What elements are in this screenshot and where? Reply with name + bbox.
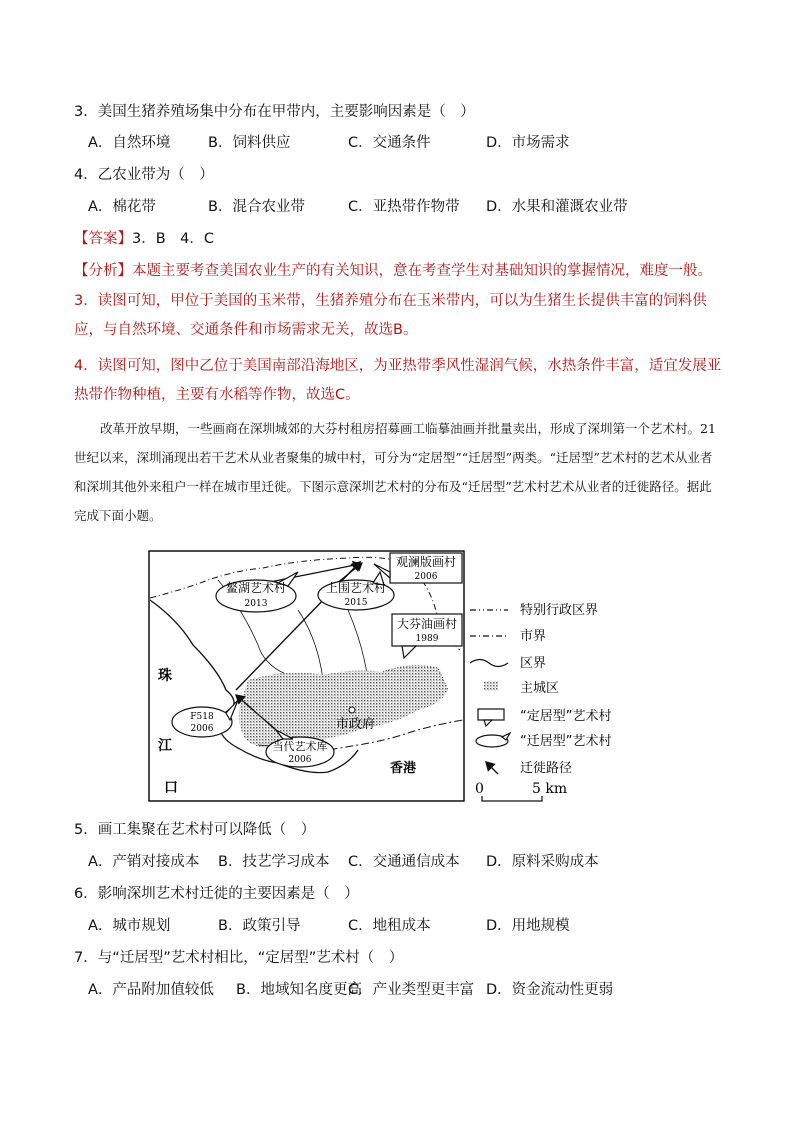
svg-text:区界: 区界 — [520, 656, 547, 671]
q4-option-d[interactable]: D．水果和灌溉农业带 — [486, 199, 628, 215]
village-dafen — [392, 614, 462, 658]
question-3-stem: 3．美国生猪养殖场集中分布在甲带内，主要影响因素是（ ） — [74, 104, 475, 120]
svg-text:主城区: 主城区 — [520, 681, 560, 696]
svg-text:2006: 2006 — [414, 572, 438, 582]
answer-tag: 【答案】 — [74, 231, 132, 247]
q3-option-a[interactable]: A．自然环境 — [88, 135, 171, 151]
scale-bar — [475, 781, 567, 801]
q5-option-d[interactable]: D．原料采购成本 — [486, 854, 599, 870]
q3-option-b[interactable]: B．饲料供应 — [208, 135, 291, 151]
q6-option-c[interactable]: C．地租成本 — [348, 918, 431, 934]
q7-option-d[interactable]: D．资金流动性更弱 — [486, 982, 614, 998]
svg-text:上围艺术村: 上围艺术村 — [325, 581, 387, 595]
svg-text:2013: 2013 — [244, 599, 268, 609]
svg-text:大芬油画村: 大芬油画村 — [396, 617, 458, 631]
q5-option-c[interactable]: C．交通通信成本 — [348, 854, 460, 870]
q4-option-a[interactable]: A．棉花带 — [88, 199, 156, 215]
q6-option-a[interactable]: A．城市规划 — [88, 918, 171, 934]
shenzhen-art-village-map — [148, 550, 612, 806]
question-5-stem: 5．画工集聚在艺术村可以降低（ ） — [74, 822, 316, 838]
question-6-stem: 6．影响深圳艺术村迁徙的主要因素是（ ） — [74, 886, 359, 902]
q4-option-c[interactable]: C．亚热带作物带 — [348, 199, 460, 215]
q5-option-b[interactable]: B．技艺学习成本 — [218, 854, 330, 870]
q6-option-d[interactable]: D．用地规模 — [486, 918, 570, 934]
district-boundary-2 — [298, 610, 323, 680]
svg-text:迁徙路径: 迁徙路径 — [520, 761, 573, 776]
svg-text:2006: 2006 — [288, 755, 312, 765]
svg-text:鳌湖艺术村: 鳌湖艺术村 — [225, 581, 287, 595]
label-gov: 市政府 — [336, 717, 376, 732]
district-boundary-3 — [348, 610, 368, 680]
village-shangwei — [318, 572, 394, 610]
label-jiang: 江 — [158, 738, 172, 754]
analysis-tag: 【分析】 — [74, 263, 132, 279]
svg-text:“定居型”艺术村: “定居型”艺术村 — [520, 709, 612, 724]
q3-option-c[interactable]: C．交通条件 — [348, 135, 431, 151]
label-kou: 口 — [164, 780, 178, 796]
svg-text:1989: 1989 — [415, 634, 439, 644]
gov-marker — [349, 707, 355, 713]
label-hk: 香港 — [390, 761, 417, 776]
q7-option-c[interactable]: C．产业类型更丰富 — [348, 982, 475, 998]
svg-text:市界: 市界 — [520, 629, 547, 644]
village-f518 — [172, 700, 238, 737]
analysis-paragraph-4: 4．读图可知，图中乙位于美国南部沿海地区，为亚热带季风性湿润气候，水热条件丰富，适宜发展亚热带作物种植，主要有水稻等作物，故选C。 — [74, 358, 722, 403]
svg-text:F518: F518 — [190, 712, 214, 722]
label-zhu: 珠 — [158, 668, 172, 684]
svg-text:观澜版画村: 观澜版画村 — [395, 555, 457, 569]
q6-option-b[interactable]: B．政策引导 — [218, 918, 301, 934]
question-4-stem: 4．乙农业带为（ ） — [74, 167, 214, 183]
village-aohu — [216, 572, 298, 612]
passage-text: 改革开放早期，一些画商在深圳城郊的大芬村租房招募画工临摹油画并批量卖出，形成了深圳第一个艺术村。21世纪以来，深圳涌现出若干艺术从业者聚集的城中村，可分为“定居型”“迁居型”两类。“迁居型”艺术村的艺术从业者和深圳其他外来租户一样在城市里迁徙。下图示意深圳艺术村的分布及“迁居型”艺术村艺术从业者的迁徙路径。据此完成下面小题。 — [74, 421, 716, 523]
svg-text:当代艺术库: 当代艺术库 — [272, 740, 328, 753]
main-urban-area — [239, 666, 448, 749]
village-guanlan — [374, 553, 462, 583]
q3-option-d[interactable]: D．市场需求 — [486, 135, 570, 151]
q7-option-a[interactable]: A．产品附加值较低 — [88, 982, 214, 998]
map-svg — [148, 550, 612, 806]
answer-line — [74, 229, 214, 249]
svg-text:5 km: 5 km — [532, 781, 568, 797]
svg-text:“迁居型”艺术村: “迁居型”艺术村 — [520, 734, 612, 749]
analysis-text: 本题主要考查美国农业生产的有关知识，意在考查学生对基础知识的掌握情况，难度一般。 — [132, 263, 712, 279]
q4-option-b[interactable]: B．混合农业带 — [208, 199, 305, 215]
svg-text:0: 0 — [475, 781, 484, 797]
q7-option-b[interactable]: B．地域知名度更高 — [236, 982, 362, 998]
svg-text:特别行政区界: 特别行政区界 — [520, 603, 599, 618]
answer-text: 3．B 4．C — [132, 231, 215, 247]
q5-option-a[interactable]: A．产销对接成本 — [88, 854, 200, 870]
svg-text:2006: 2006 — [190, 724, 214, 734]
analysis-paragraph-3: 3．读图可知，甲位于美国的玉米带，生猪养殖分布在玉米带内，可以为生猪生长提供丰富的饲料供应，与自然环境、交通条件和市场需求无关，故选B。 — [74, 293, 707, 338]
map-legend — [470, 602, 611, 776]
svg-text:2015: 2015 — [344, 598, 368, 608]
analysis-line — [74, 261, 712, 281]
question-7-stem: 7．与“迁居型”艺术村相比，“定居型”艺术村（ ） — [74, 950, 404, 966]
